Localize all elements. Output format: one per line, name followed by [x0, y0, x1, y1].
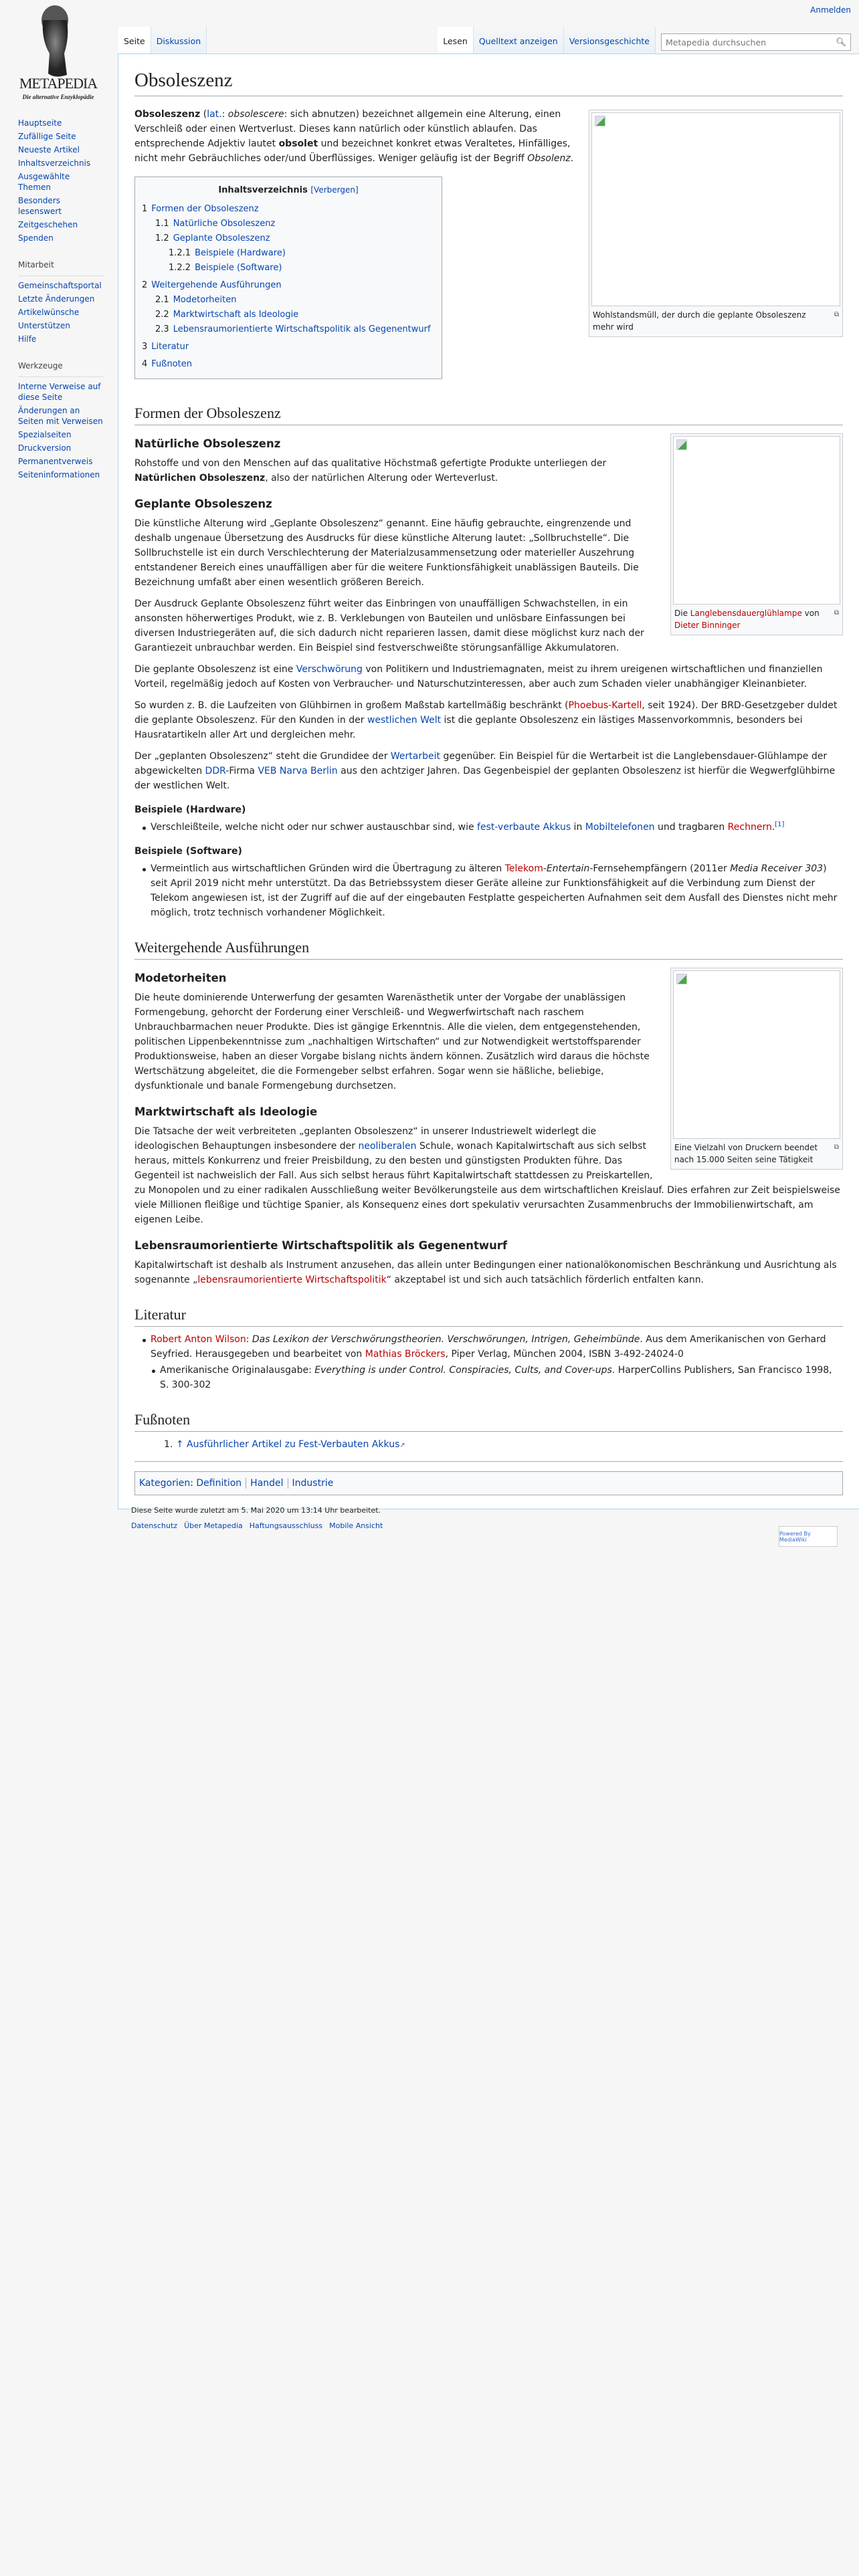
- section-heading: Literatur: [134, 1305, 843, 1327]
- toc-number: 4: [142, 359, 148, 369]
- toc-link[interactable]: Natürliche Obsoleszenz: [173, 219, 276, 229]
- red-link[interactable]: Robert Anton Wilson: [151, 1334, 246, 1345]
- sidebar-item[interactable]: Ausgewählte Themen: [18, 172, 70, 192]
- page-title: Obsoleszenz: [134, 68, 843, 96]
- text: aus den achtziger Jahren. Das Gegenbeispiel der geplanten Obsoleszenz ist hierfür die Wegwerfglühbirne der westlichen Welt.: [134, 766, 836, 791]
- enlarge-icon[interactable]: ⧉: [834, 1144, 839, 1151]
- toc-number: 2.3: [155, 324, 169, 334]
- wiki-link[interactable]: fest-verbaute Akkus: [477, 822, 571, 833]
- toc-item[interactable]: [142, 278, 435, 293]
- toc-item[interactable]: [142, 340, 435, 354]
- section-heading: Weitergehende Ausführungen: [134, 938, 843, 960]
- sidebar-item[interactable]: Spenden: [18, 233, 54, 243]
- tab-history[interactable]: Versionsgeschichte: [564, 27, 656, 53]
- category-link[interactable]: Industrie: [292, 1478, 334, 1489]
- text: Kapitalwirtschaft ist deshalb als Instrument anzusehen, das allein unter Bedingungen einer nationalökonomischen Beschränkung und Ausrichtung als sogenannte „: [134, 1260, 837, 1285]
- view-tabs: [438, 27, 851, 53]
- text: -Firma: [225, 766, 258, 776]
- thumbnail-drucker: [670, 968, 843, 1170]
- search-icon[interactable]: 🔍︎: [836, 37, 846, 47]
- text: von Politikern und Industriemagnaten, meist zu ihrem ureigenen wirtschaftlichen und finanziellen Vorteil, regelmäßig jedoch auf Kosten von Verbraucher- und Naturschutzinteressen, aber auch zum Schaden vieler unabhängiger Kleinanbieter.: [134, 664, 823, 689]
- toc-number: 1.2.2: [169, 263, 191, 273]
- toc-item[interactable]: [142, 202, 435, 217]
- red-link[interactable]: Dieter Binninger: [674, 621, 741, 630]
- sidebar-mitarbeit: [18, 280, 118, 344]
- sidebar-werkzeuge: [18, 381, 118, 480]
- text: von: [801, 609, 820, 618]
- text: Die Tatsache der weit verbreiteten „geplanten Obsoleszenz“ in unserer Industriewelt widerlegt die ideologischen Behauptungen insbesondere der: [134, 1126, 597, 1152]
- text: . HarperCollins Publishers, San Francisco 1998, S. 300-302: [160, 1365, 832, 1390]
- toc-link[interactable]: Literatur: [151, 342, 189, 352]
- text: , also der natürlichen Alterung oder Werteverlust.: [265, 473, 498, 484]
- red-link[interactable]: Langlebensdauerglühlampe: [690, 609, 802, 618]
- text: .: [570, 153, 574, 164]
- wiki-link[interactable]: Verschwörung: [296, 664, 363, 675]
- text: ) seit April 2019 nicht mehr unterstützt. Da das Betriebssystem dieser Geräte alleine zur Funktionsfähigkeit auf die Verbindung zum Dienst der Telekom angewiesen ist, ist der Zugriff auf die auf der eingebauten Festplatte gespeicherten Aufnahmen seit dem Ausfall des Dienstes nicht mehr möglich, trotz technisch vorhandener Möglichkeit.: [151, 863, 838, 918]
- sidebar-heading-mitarbeit: Mitarbeit: [18, 257, 104, 276]
- text: Der Ausdruck Geplante Obsoleszenz führt weiter das Einbringen von unauffälligen Schwachstellen, in ein ansonsten höherwertiges Produkt, wie z. B. Verklebungen von Bauteilen und unlösbare Einfassungen bei diversen Industriegeräten auf, die sich dadurch nicht reparieren lassen, damit diese möglichst kurz nach der Garantiezeit unbrauchbar werden. Ein Beispiel sind festverschweißte störungsanfällige Akkumulatoren.: [134, 599, 644, 653]
- tab-view-source[interactable]: Quelltext anzeigen: [474, 27, 564, 53]
- italic-text: Entertain: [546, 863, 590, 874]
- category-link[interactable]: Definition: [196, 1478, 242, 1489]
- toc-item[interactable]: [142, 217, 435, 231]
- sidebar-navigation: [18, 118, 118, 243]
- wiki-link[interactable]: Wertarbeit: [390, 751, 441, 762]
- toc-link[interactable]: Beispiele (Hardware): [195, 248, 286, 258]
- sidebar-item[interactable]: Inhaltsverzeichnis: [18, 158, 91, 168]
- bold-text: Obsoleszenz: [134, 109, 201, 120]
- sidebar-item[interactable]: Unterstützen: [18, 321, 70, 330]
- sidebar-item[interactable]: Besonders lesenswert: [18, 196, 62, 216]
- toc-number: 2: [142, 280, 148, 290]
- toc-link[interactable]: Formen der Obsoleszenz: [151, 204, 259, 214]
- sidebar-item[interactable]: Gemeinschaftsportal: [18, 281, 102, 290]
- bold-text: obsolet: [278, 138, 318, 149]
- red-link[interactable]: Mathias Bröckers: [365, 1349, 446, 1360]
- logo-tagline: Die alternative Enzyklopädie: [22, 94, 94, 100]
- text: Amerikanische Originalausgabe:: [160, 1365, 315, 1376]
- text: :: [221, 109, 228, 120]
- thumbnail-langlebensdauergluehlampe: [670, 433, 843, 635]
- footer-link[interactable]: Datenschutz: [131, 1521, 178, 1530]
- toc-link[interactable]: Modetorheiten: [173, 295, 237, 305]
- sidebar-item[interactable]: Hauptseite: [18, 118, 62, 128]
- sidebar-heading-werkzeuge: Werkzeuge: [18, 358, 104, 377]
- enlarge-icon[interactable]: ⧉: [834, 609, 839, 617]
- sidebar-item[interactable]: Artikelwünsche: [18, 308, 80, 317]
- text: -Fernsehempfängern (2011er: [589, 863, 731, 874]
- paragraph: [134, 1258, 843, 1287]
- tab-page[interactable]: Seite: [118, 27, 151, 53]
- footnote-external-link[interactable]: Ausführlicher Artikel zu Fest-Verbauten Akkus: [187, 1439, 400, 1450]
- subsection-heading: Modetorheiten: [134, 972, 227, 984]
- text: :: [246, 1334, 252, 1345]
- toc-item[interactable]: [142, 246, 435, 261]
- image[interactable]: [673, 436, 840, 605]
- site-logo[interactable]: [8, 0, 115, 107]
- text: gegenüber. Ein Beispiel für die Wertarbeit ist die Langlebensdauer-Glühlampe der abgewickelten: [134, 751, 828, 776]
- footer-link[interactable]: Über Metapedia: [184, 1521, 243, 1530]
- footer-links: [131, 1521, 846, 1530]
- search-placeholder: Metapedia durchsuchen: [666, 37, 767, 47]
- footer-link[interactable]: Mobile Ansicht: [329, 1521, 383, 1530]
- broken-image-icon: [676, 974, 687, 984]
- text: Eine Vielzahl von Druckern beendet nach 15.000 Seiten seine Tätigkeit: [674, 1143, 818, 1164]
- sidebar-item[interactable]: Neueste Artikel: [18, 145, 80, 154]
- table-of-contents: [134, 177, 442, 379]
- subsubsection-heading: Beispiele (Software): [134, 846, 242, 857]
- toc-number: 2.2: [155, 310, 169, 320]
- thumbnail-wohlstandsmuell: [589, 110, 843, 337]
- text: und tragbaren: [654, 822, 728, 833]
- toc-title: Inhaltsverzeichnis: [218, 185, 308, 195]
- sidebar-item[interactable]: Letzte Änderungen: [18, 294, 95, 304]
- reference-link[interactable]: [1]: [775, 821, 785, 829]
- text: Die künstliche Alterung wird „Geplante Obsoleszenz“ genannt. Eine häufig gebrauchte, eingrenzende und deshalb ungenaue Übersetzung des Ausdrucks für diese künstliche Alterung lautet: „Sollbruchstelle“. Die Sollbruchstelle ist ein durch Verschlechterung der Materialzusammensetzung oder materieller Auszehrung entstandener Bereich eines unauffälligen aber für die weitere Funktionsfähigkeit unablässigen Bauteils. Die Bezeichnung umfaßt aber einen wesentlich größeren Bereich.: [134, 518, 639, 588]
- external-link-icon: ↗: [399, 1442, 405, 1449]
- logo-name: METAPEDIA: [19, 75, 98, 92]
- footnote-backlink[interactable]: ↑: [175, 1439, 184, 1450]
- last-modified: Diese Seite wurde zuletzt am 5. Mai 2020 um 13:14 Uhr bearbeitet.: [131, 1506, 381, 1515]
- tab-talk[interactable]: Diskussion: [151, 27, 207, 53]
- tab-read[interactable]: Lesen: [438, 27, 474, 53]
- category-links: Kategorien: Definition Handel Industrie: [134, 1471, 843, 1495]
- sidebar-item[interactable]: Spezialseiten: [18, 430, 72, 439]
- namespace-tabs: [118, 27, 207, 53]
- toc-number: 1.2: [155, 233, 169, 243]
- text: Rohstoffe und von den Menschen auf das qualitative Höchstmaß gefertigte Produkte unterliegen der: [134, 458, 607, 469]
- broken-image-icon: [676, 439, 687, 450]
- sidebar-item[interactable]: Interne Verweise auf diese Seite: [18, 382, 101, 402]
- toc-link[interactable]: Lebensraumorientierte Wirtschaftspolitik als Gegenentwurf: [173, 324, 431, 334]
- red-link[interactable]: Telekom: [504, 863, 543, 874]
- footnote-item: [164, 1437, 843, 1453]
- red-link[interactable]: Phoebus-Kartell: [568, 700, 642, 711]
- list-item: [151, 861, 843, 920]
- wiki-link[interactable]: Mobiltelefonen: [585, 822, 655, 833]
- toc-hide-link[interactable]: [Verbergen]: [310, 185, 359, 195]
- bold-text: Natürlichen Obsoleszenz: [134, 473, 266, 484]
- subsubsection-heading: Beispiele (Hardware): [134, 804, 246, 815]
- image[interactable]: [591, 112, 840, 306]
- sidebar-item[interactable]: Permanentverweis: [18, 457, 93, 466]
- sidebar: [0, 118, 118, 483]
- footer: [118, 1491, 859, 1541]
- sidebar-item[interactable]: Hilfe: [18, 334, 37, 344]
- text: Wohlstandsmüll, der durch die geplante Obsoleszenz mehr wird: [593, 310, 806, 332]
- image[interactable]: [673, 970, 840, 1139]
- toc-link[interactable]: Beispiele (Software): [195, 263, 282, 273]
- sidebar-item[interactable]: Änderungen an Seiten mit Verweisen: [18, 406, 103, 426]
- text: Verschleißteile, welche nicht oder nur schwer austauschbar sind, wie: [151, 822, 478, 833]
- italic-text: Media Receiver 303: [730, 863, 824, 874]
- categories-label[interactable]: Kategorien: [139, 1478, 191, 1489]
- thumb-caption: [591, 306, 840, 334]
- sidebar-item[interactable]: Druckversion: [18, 443, 72, 453]
- wiki-link[interactable]: westlichen Welt: [367, 715, 442, 726]
- italic-text: Everything is under Control. Conspiracies, Cults, and Cover-ups: [314, 1365, 612, 1376]
- text: . Aus dem Amerikanischen von Gerhard Seyfried. Herausgegeben und bearbeitet von: [151, 1334, 826, 1360]
- text: Die heute dominierende Unterwerfung der gesamten Warenästhetik unter der Vorgabe der unablässigen Formengebung, gehorcht der Forderung einer Verschleiß- und Wegwerfwirtschaft nach raschem Unbrauchbarmachen neuer Produkte. Dies ist gängige Erkenntnis. Alle die vielen, dem entgegenstehenden, politischen Lippenbekenntnisse zum „nachhaltigen Wirtschaften“ und zur Notwendigkeit wertstoffsparender Produktionsweise, haben an dieser Vorgabe bislang nichts ändern können. Zusätzlich wird daraus die höchste Wertschätzung abgeleitet, die die Formengeber selbst erfahren. Sogar wenn sie häßliche, beliebige, dysfunktionale und banale Formengebung durchsetzen.: [134, 992, 650, 1091]
- thumb-caption: [673, 1139, 840, 1167]
- article-content: [118, 53, 859, 1509]
- footer-link[interactable]: Haftungsausschluss: [249, 1521, 323, 1530]
- toc-link[interactable]: Marktwirtschaft als Ideologie: [173, 310, 299, 320]
- toc-item[interactable]: [142, 293, 435, 308]
- wiki-link[interactable]: VEB Narva Berlin: [258, 766, 338, 776]
- text: .: [771, 822, 775, 833]
- paragraph: [134, 662, 843, 691]
- subsection-heading: Marktwirtschaft als Ideologie: [134, 1105, 318, 1118]
- toc-number: 1.1: [155, 219, 169, 229]
- text: Die geplante Obsoleszenz ist eine: [134, 664, 296, 675]
- broken-image-icon: [595, 116, 605, 126]
- toc-number: 1.2.1: [169, 248, 191, 258]
- toc-link[interactable]: Fußnoten: [151, 359, 193, 369]
- sidebar-item[interactable]: Zeitgeschehen: [18, 220, 78, 229]
- subsection-heading: Geplante Obsoleszenz: [134, 498, 272, 510]
- italic-text: Das Lexikon der Verschwörungstheorien. Verschwörungen, Intrigen, Geheimbünde: [252, 1334, 640, 1345]
- toc-item[interactable]: [142, 231, 435, 246]
- login-link[interactable]: Anmelden: [810, 5, 851, 15]
- text: -: [543, 863, 547, 874]
- text: und bezeichnet konkret etwas Veraltetes, Hinfälliges, nicht mehr Gebräuchliches oder/und Überflüssiges. Weniger geläufig ist der Begriff: [134, 138, 571, 164]
- text: , Piper Verlag, München 2004, ISBN 3-492-24024-0: [445, 1349, 684, 1360]
- literature-item: [151, 1332, 843, 1362]
- toc-number: 2.1: [155, 295, 169, 305]
- category-link[interactable]: Handel: [250, 1478, 284, 1489]
- text: Die: [674, 609, 690, 618]
- toc-item[interactable]: [142, 308, 435, 322]
- enlarge-icon[interactable]: ⧉: [834, 311, 839, 318]
- wiki-link[interactable]: lat.: [207, 109, 222, 120]
- text: “ akzeptabel ist und sich auch tatsächlich förderlich entfalten kann.: [386, 1275, 704, 1285]
- text: (: [200, 109, 207, 120]
- text: in: [571, 822, 585, 833]
- wiki-link[interactable]: neoliberalen: [358, 1141, 417, 1152]
- paragraph: [134, 749, 843, 793]
- thumb-caption: [673, 605, 840, 633]
- text: Der „geplanten Obsoleszenz“ steht die Grundidee der: [134, 751, 391, 762]
- wiki-link[interactable]: DDR: [205, 766, 226, 776]
- toc-item[interactable]: [142, 322, 435, 337]
- red-link[interactable]: Rechnern: [727, 822, 772, 833]
- section-heading: Formen der Obsoleszenz: [134, 403, 843, 425]
- toc-number: 3: [142, 342, 148, 352]
- section-heading: Fußnoten: [134, 1410, 843, 1432]
- text: : sich abnutzen) bezeichnet allgemein eine Alterung, einen Verschleiß oder einen Wertverlust. Dieses kann natürlich oder künstlich ablaufen. Das entsprechende Adjektiv lautet: [134, 109, 561, 149]
- toc-link[interactable]: Weitergehende Ausführungen: [151, 280, 282, 290]
- toc-number: 1: [142, 204, 148, 214]
- paragraph: [134, 698, 843, 742]
- text: , seit 1924). Der BRD-Gesetzgeber duldet die geplante Obsoleszenz. Für den Kunden in der: [134, 700, 838, 726]
- search-input[interactable]: [661, 33, 851, 51]
- toc-item[interactable]: [142, 357, 435, 372]
- sidebar-item[interactable]: Seiteninformationen: [18, 470, 100, 479]
- toc-item[interactable]: [142, 261, 435, 276]
- text: Schule, wonach Kapitalwirtschaft aus sich selbst heraus, mittels Konkurrenz und freier Preisbildung, zu den besten und günstigsten Produkten führe. Das Gegenteil ist nachweislich der Fall. Aus sich selbst heraus führt Kapitalwirtschaft stattdessen zu Preiskartellen, zu Monopolen und zu einer radikalen Ausschließung weiter Bevölkerungsteile aus dem wirtschaftlichen Kreislauf. Dies erfahren zur Zeit beispielsweise viele Millionen fleißige und tüchtige Spanier, als Konsequenz eines dort spekulativ verursachten Zusammenbruchs der Immobilienwirtschaft, am eigenen Leibe.: [134, 1141, 840, 1225]
- subsection-heading: Natürliche Obsoleszenz: [134, 437, 281, 450]
- italic-text: Obsolenz: [527, 153, 571, 164]
- powered-by-mediawiki-badge[interactable]: Powered By MediaWiki: [779, 1526, 838, 1547]
- literature-subitem: [160, 1363, 843, 1392]
- footnote-number: 1.: [164, 1439, 173, 1450]
- text: ist die geplante Obsoleszenz ein lästiges Massenvorkommnis, besonders bei Hausratartikeln aller Art und dergleichen mehr.: [134, 715, 803, 740]
- toc-link[interactable]: Geplante Obsoleszenz: [173, 233, 270, 243]
- italic-text: obsolescere: [227, 109, 284, 120]
- text: Vermeintlich aus wirtschaftlichen Gründen wird die Übertragung zu älteren: [151, 863, 505, 874]
- list-item: [151, 820, 843, 835]
- red-link[interactable]: lebensraumorientierte Wirtschaftspolitik: [197, 1275, 387, 1285]
- sidebar-item[interactable]: Zufällige Seite: [18, 132, 76, 141]
- text: So wurden z. B. die Laufzeiten von Glühbirnen in großem Maßstab kartellmäßig beschränkt (: [134, 700, 569, 711]
- subsection-heading: Lebensraumorientierte Wirtschaftspolitik als Gegenentwurf: [134, 1239, 508, 1252]
